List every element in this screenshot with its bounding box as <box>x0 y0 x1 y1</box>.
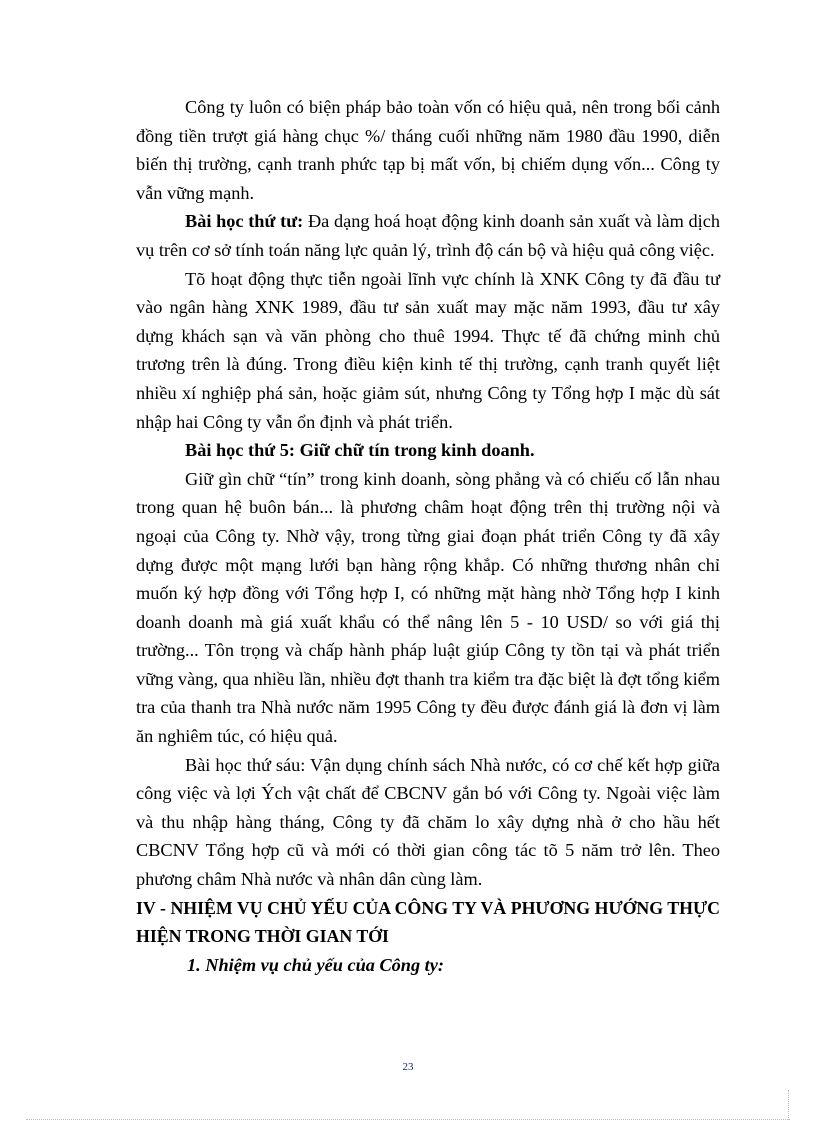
subsection-heading: 1. Nhiệm vụ chủ yếu của Công ty: <box>187 954 444 975</box>
paragraph-lesson-five-title <box>136 436 720 465</box>
section-heading: IV - NHIỆM VỤ CHỦ YẾU CỦA CÔNG TY VÀ PHƯƠNG HƯỚNG THỰC HIỆN TRONG THỜI GIAN TỚI <box>136 897 720 947</box>
paragraph-capital-preservation: Công ty luôn có biện pháp bảo toàn vốn có hiệu quả, nên trong bối cảnh đồng tiền trượt giá hàng chục %/ tháng cuối những năm 1980 đầu 1990, diễn biến thị trường, cạnh tranh phức tạp bị mất vốn, bị chiếm dụng vốn... Công ty vẫn vững mạnh. <box>136 97 720 203</box>
paragraph-lesson-four <box>136 207 720 264</box>
paragraph-diversification: Tõ hoạt động thực tiễn ngoài lĩnh vực chính là XNK Công ty đã đầu tư vào ngân hàng XNK 1989, đầu tư sản xuất may mặc năm 1993, đầu tư xây dựng khách sạn và văn phòng cho thuê 1994. Thực tế đã chứng minh chủ trương trên là đúng. Trong điều kiện kinh tế thị trường, cạnh tranh quyết liệt nhiều xí nghiệp phá sản, hoặc giảm sút, nhưng Công ty Tổng hợp I mặc dù sát nhập hai Công ty vẫn ổn định và phát triển. <box>136 268 720 432</box>
paragraph-reputation: Giữ gìn chữ “tín” trong kinh doanh, sòng phẳng và có chiếu cố lẫn nhau trong quan hệ buôn bán... là phương châm hoạt động trên thị trường nội và ngoại của Công ty. Nhờ vậy, trong từng giai đoạn phát triển Công ty đã xây dựng được một mạng lưới bạn hàng rộng khắp. Có những thương nhân chỉ muốn ký hợp đồng với Tổng hợp I, có những mặt hàng nhờ Tổng hợp I kinh doanh doanh mà giá xuất khẩu có thể nâng lên 5 - 10 USD/ so với giá thị trường... Tôn trọng và chấp hành pháp luật giúp Công ty tồn tại và phát triển vững vàng, qua nhiều lần, nhiều đợt thanh tra kiểm tra đặc biệt là đợt tổng kiểm tra của thanh tra Nhà nước năm 1995 Công ty đều được đánh giá là đơn vị làm ăn nghiêm túc, có hiệu quả. <box>136 468 720 747</box>
page-content <box>136 93 720 979</box>
page-number: 23 <box>402 1061 414 1073</box>
lesson-four-text: Đa dạng hoá hoạt động kinh doanh sản xuất và làm dịch vụ trên cơ sở tính toán năng lực quản lý, trình độ cán bộ và hiệu quả công việc. <box>136 211 720 260</box>
footer-divider <box>26 1119 790 1120</box>
lesson-four-label: Bài học thứ tư: <box>185 211 304 232</box>
corner-divider <box>788 1090 789 1120</box>
paragraph-lesson-six: Bài học thứ sáu: Vận dụng chính sách Nhà nước, có cơ chế kết hợp giữa công việc và lợi Ých vật chất để CBCNV gắn bó với Công ty. Ngoài việc làm và thu nhập hàng tháng, Công ty đã chăm lo xây dựng nhà ở cho hầu hết CBCNV Tổng hợp cũ và mới có thời gian công tác tõ 5 năm trở lên. Theo phương châm Nhà nước và nhân dân cùng làm. <box>136 754 720 890</box>
lesson-five-title: Bài học thứ 5: Giữ chữ tín trong kinh doanh. <box>185 440 535 461</box>
